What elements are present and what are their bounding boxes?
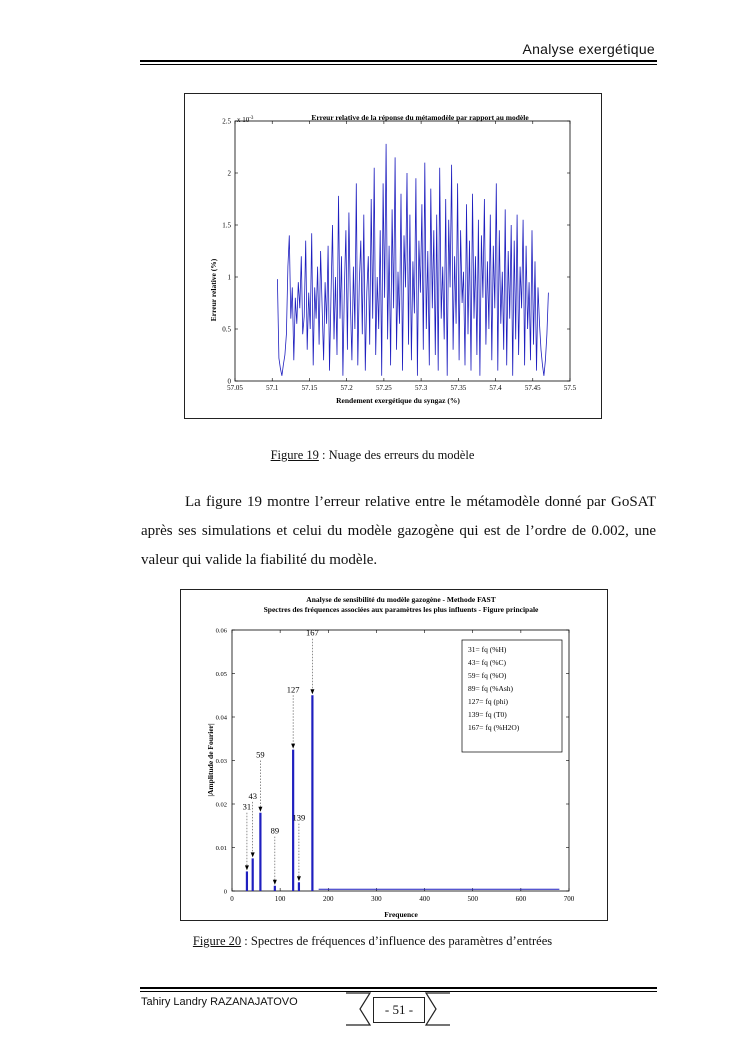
body-paragraph	[141, 488, 656, 575]
plot-area	[277, 144, 548, 376]
header-rule-thick	[140, 60, 657, 62]
x-tick-label: 57.3	[414, 384, 428, 392]
legend-entry: 89= fq (%Ash)	[468, 684, 514, 693]
x-tick-label: 0	[230, 895, 234, 903]
error-series-line	[277, 144, 548, 376]
figure-20-caption-text: : Spectres de fréquences d’influence des paramètres d’entrées	[241, 934, 553, 948]
peak-annotation-arrow	[245, 865, 249, 870]
peak-annotation-arrow	[258, 807, 262, 812]
x-tick-label: 500	[467, 895, 478, 903]
x-tick-label: 100	[274, 895, 286, 903]
figure-19-chart	[185, 94, 601, 418]
figure-20-frame	[180, 589, 608, 921]
peak-label: 127	[286, 684, 300, 695]
figure-20-ref[interactable]: Figure 20	[192, 934, 242, 948]
chart-title: Analyse de sensibilité du modèle gazogène - Methode FAST	[306, 595, 496, 604]
peak-annotation-arrow	[251, 852, 255, 857]
y-tick-label: 2	[227, 169, 231, 178]
x-tick-label: 57.1	[266, 384, 279, 392]
x-tick-label: 57.4	[489, 384, 502, 392]
footer-rule-thick	[140, 987, 657, 989]
peak-annotation-arrow	[297, 876, 301, 881]
legend	[462, 640, 562, 752]
peak-label: 31	[242, 801, 252, 812]
x-axis-label: Frequence	[384, 910, 418, 919]
peak-annotation-arrow	[310, 689, 314, 694]
figure-20-caption	[0, 934, 745, 949]
x-tick-label: 200	[323, 895, 334, 903]
y-tick-label: 2.5	[222, 117, 231, 126]
x-tick-label: 600	[515, 895, 527, 903]
y-exponent-label: x $10^{-3}$	[237, 116, 254, 124]
x-tick-label: 57.45	[524, 384, 541, 392]
chart-title: Erreur relative de la réponse du métamodèle par rapport au modèle	[311, 113, 529, 122]
y-tick-label: 0.03	[215, 758, 227, 765]
chart-subtitle: Spectres des fréquences associées aux paramètres les plus influents - Figure principale	[263, 605, 539, 614]
figure-19-caption	[0, 448, 745, 463]
x-axis-label: Rendement exergétique du syngaz (%)	[336, 396, 460, 405]
figure-20-chart	[181, 590, 607, 920]
x-tick-label: 57.5	[563, 384, 577, 392]
x-tick-label: 300	[371, 895, 382, 903]
peak-annotation-arrow	[291, 744, 295, 749]
peak-annotation-arrow	[273, 880, 277, 885]
legend-entry: 31= fq (%H)	[468, 645, 507, 654]
figure-19-ref[interactable]: Figure 19	[270, 448, 319, 462]
y-tick-label: 0	[227, 377, 231, 386]
x-tick-label: 57.35	[450, 384, 467, 392]
y-tick-label: 1.5	[222, 221, 231, 230]
y-axis-label: Erreur relative (%)	[209, 258, 218, 322]
figure-19-caption-text: : Nuage des erreurs du modèle	[318, 448, 475, 462]
running-header-title: Analyse exergétique	[522, 41, 655, 57]
legend-box	[462, 640, 562, 752]
y-tick-label: 0.02	[215, 801, 227, 809]
peak-label: 139	[292, 812, 306, 823]
x-tick-label: 700	[563, 895, 575, 903]
legend-entry: 139= fq (T0)	[468, 710, 507, 719]
peak-label: 59	[256, 749, 265, 760]
legend-entry: 127= fq (phi)	[468, 697, 509, 706]
x-tick-label: 57.05	[227, 384, 243, 392]
y-tick-label: 1	[227, 273, 231, 282]
legend-entry: 59= fq (%O)	[468, 671, 507, 680]
y-tick-label: 0.01	[215, 845, 227, 852]
legend-entry: 43= fq (%C)	[468, 658, 506, 667]
x-tick-label: 57.25	[376, 384, 392, 392]
peak-label: 43	[248, 790, 257, 801]
peak-label: 167	[306, 627, 319, 638]
x-tick-label: 400	[419, 895, 430, 903]
header-rule-thin	[140, 64, 657, 65]
footer-author: Tahiry Landry RAZANAJATOVO	[141, 996, 298, 1008]
x-tick-label: 57.2	[340, 384, 353, 392]
y-tick-label: 0.04	[215, 714, 227, 722]
y-tick-label: 0	[223, 888, 227, 896]
y-tick-label: 0.5	[222, 325, 231, 334]
legend-entry: 167= fq (%H2O)	[468, 723, 520, 732]
y-axis-label: |Amplitude de Fourier|	[206, 723, 215, 797]
figure-19-frame	[184, 93, 602, 419]
y-tick-label: 0.06	[215, 627, 227, 635]
page-number: - 51 -	[373, 997, 425, 1023]
x-tick-label: 57.15	[301, 384, 318, 392]
page-number-box	[346, 992, 450, 1026]
peak-label: 89	[270, 825, 280, 836]
y-tick-label: 0.05	[215, 671, 227, 678]
paragraph-text: La figure 19 montre l’erreur relative entre le métamodèle donné par GoSAT après ses simulations et celui du modèle gazogène qui est de l’ordre de 0.002, une valeur qui valide la fiabilité du modèle.	[141, 494, 656, 568]
